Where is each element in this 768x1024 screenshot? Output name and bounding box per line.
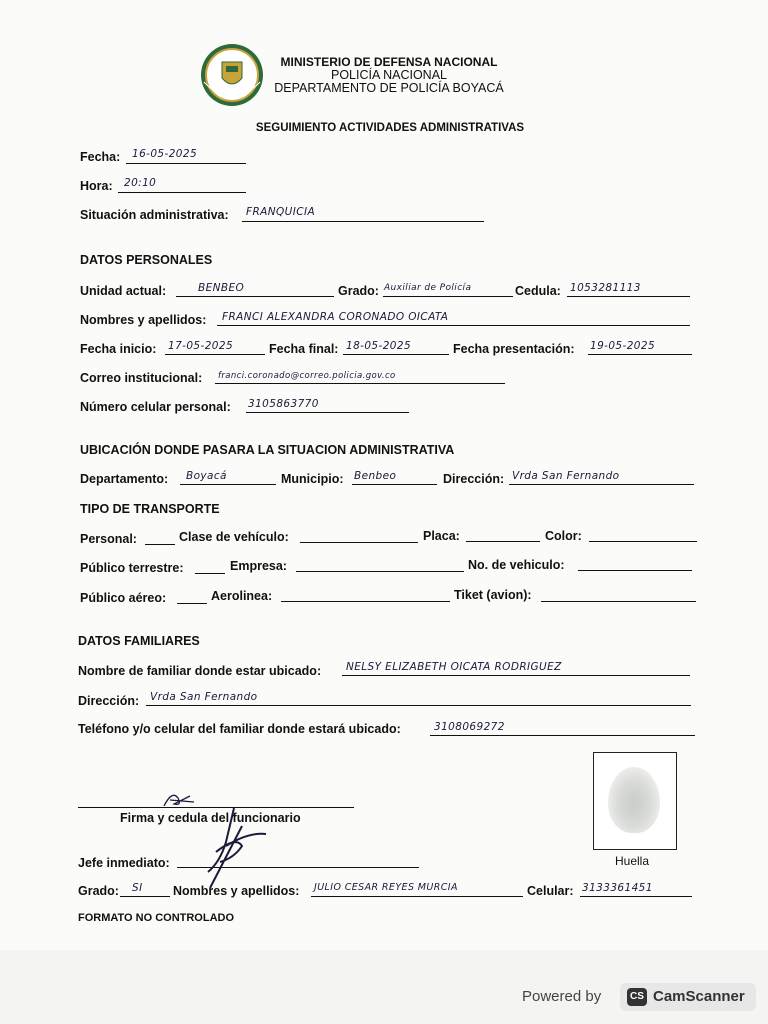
cedula-value: 1053281113	[570, 282, 641, 294]
direccion-line	[509, 484, 694, 485]
fecha-inicio-label: Fecha inicio:	[80, 342, 157, 356]
correo-value: franci.coronado@correo.policia.gov.co	[218, 371, 396, 381]
fecha-final-line	[343, 354, 449, 355]
publico-aereo-line	[177, 603, 207, 604]
unidad-value: BENBEO	[198, 282, 245, 294]
nombres-label: Nombres y apellidos:	[80, 313, 207, 327]
camscanner-logo-icon: CS	[627, 988, 647, 1006]
celular-value: 3105863770	[248, 398, 319, 410]
familiar-nombre-label: Nombre de familiar donde estar ubicado:	[78, 664, 322, 678]
transporte-heading: TIPO DE TRANSPORTE	[80, 502, 220, 516]
tiket-label: Tiket (avion):	[454, 588, 532, 602]
publico-terrestre-line	[195, 573, 225, 574]
celular-line	[246, 412, 409, 413]
color-label: Color:	[545, 529, 582, 543]
empresa-label: Empresa:	[230, 559, 287, 573]
camscanner-brand: CamScanner	[653, 988, 745, 1005]
familiar-direccion-label: Dirección:	[78, 694, 140, 708]
hora-value: 20:10	[124, 177, 157, 189]
familiar-direccion-value: Vrda San Fernando	[150, 691, 258, 703]
familiar-nombre-line	[342, 675, 690, 676]
jefe-nombres-value: JULIO CESAR REYES MURCIA	[314, 882, 458, 893]
aerolinea-label: Aerolinea:	[211, 589, 273, 603]
placa-label: Placa:	[423, 529, 460, 543]
direccion-label: Dirección:	[443, 472, 505, 486]
jefe-celular-line	[580, 896, 692, 897]
grado-line	[383, 296, 513, 297]
camscanner-badge	[620, 983, 756, 1011]
situacion-label: Situación administrativa:	[80, 208, 229, 222]
correo-label: Correo institucional:	[80, 371, 203, 385]
no-vehiculo-label: No. de vehiculo:	[468, 558, 565, 572]
publico-aereo-label: Público aéreo:	[80, 591, 167, 605]
header-line-2: POLICÍA NACIONAL	[330, 68, 447, 82]
header-line-1: MINISTERIO DE DEFENSA NACIONAL	[280, 55, 498, 69]
grado-firma-label: Grado:	[78, 884, 119, 898]
fecha-presentacion-value: 19-05-2025	[590, 340, 656, 352]
grado-value: Auxiliar de Policía	[384, 283, 472, 293]
familiar-direccion-line	[146, 705, 691, 706]
unidad-label: Unidad actual:	[80, 284, 167, 298]
familiar-telefono-line	[430, 735, 695, 736]
direccion-value: Vrda San Fernando	[512, 470, 620, 482]
formato-no-controlado: FORMATO NO CONTROLADO	[78, 912, 235, 924]
jefe-label: Jefe inmediato:	[78, 856, 170, 870]
grado-firma-line	[120, 896, 170, 897]
firma-funcionario-signature	[160, 788, 200, 812]
jefe-celular-value: 3133361451	[582, 882, 653, 894]
fecha-inicio-line	[165, 354, 265, 355]
familiar-nombre-value: NELSY ELIZABETH OICATA RODRIGUEZ	[346, 661, 562, 673]
cedula-label: Cedula:	[515, 284, 561, 298]
datos-personales-heading: DATOS PERSONALES	[80, 253, 213, 267]
no-vehiculo-line	[578, 570, 692, 571]
aerolinea-line	[281, 601, 450, 602]
jefe-signature	[196, 802, 276, 892]
municipio-label: Municipio:	[281, 472, 344, 486]
form-title: SEGUIMIENTO ACTIVIDADES ADMINISTRATIVAS	[255, 122, 525, 134]
fecha-inicio-value: 17-05-2025	[168, 340, 234, 352]
grado-firma-value: SI	[132, 882, 143, 894]
departamento-label: Departamento:	[80, 472, 169, 486]
color-line	[589, 541, 697, 542]
fecha-presentacion-label: Fecha presentación:	[453, 342, 575, 356]
powered-by-text: Powered by	[522, 988, 602, 1005]
fecha-final-value: 18-05-2025	[346, 340, 412, 352]
police-seal-logo	[196, 42, 268, 108]
unidad-line	[176, 296, 334, 297]
ubicacion-heading: UBICACIÓN DONDE PASARA LA SITUACION ADMINISTRATIVA	[80, 443, 455, 457]
fingerprint	[608, 767, 660, 833]
tiket-line	[541, 601, 696, 602]
clase-vehiculo-label: Clase de vehículo:	[179, 530, 289, 544]
cedula-line	[567, 296, 690, 297]
hora-label: Hora:	[80, 179, 113, 193]
header-line-3: DEPARTAMENTO DE POLICÍA BOYACÁ	[274, 81, 504, 95]
jefe-nombres-label: Nombres y apellidos:	[173, 884, 300, 898]
personal-line	[145, 544, 175, 545]
fecha-presentacion-line	[588, 354, 692, 355]
fecha-final-label: Fecha final:	[269, 342, 339, 356]
personal-label: Personal:	[80, 532, 137, 546]
fecha-label: Fecha:	[80, 150, 121, 164]
jefe-celular-label: Celular:	[527, 884, 574, 898]
firma-funcionario-label: Firma y cedula del funcionario	[120, 811, 301, 825]
situacion-value: FRANQUICIA	[246, 206, 316, 218]
situacion-line	[242, 221, 484, 222]
nombres-line	[217, 325, 690, 326]
correo-line	[215, 383, 505, 384]
placa-line	[466, 541, 540, 542]
huella-box	[593, 752, 677, 850]
hora-line	[118, 192, 246, 193]
huella-label: Huella	[615, 854, 650, 868]
familiar-telefono-label: Teléfono y/o celular del familiar donde estará ubicado:	[78, 722, 401, 736]
departamento-value: Boyacá	[186, 470, 227, 482]
fecha-line	[126, 163, 246, 164]
grado-label: Grado:	[338, 284, 379, 298]
familiar-telefono-value: 3108069272	[434, 721, 505, 733]
fecha-value: 16-05-2025	[132, 148, 198, 160]
departamento-line	[180, 484, 276, 485]
municipio-line	[352, 484, 437, 485]
clase-vehiculo-line	[300, 542, 418, 543]
publico-terrestre-label: Público terrestre:	[80, 561, 184, 575]
celular-label: Número celular personal:	[80, 400, 231, 414]
empresa-line	[296, 571, 464, 572]
jefe-nombres-line	[311, 896, 523, 897]
nombres-value: FRANCI ALEXANDRA CORONADO OICATA	[222, 311, 449, 323]
familiares-heading: DATOS FAMILIARES	[78, 634, 200, 648]
municipio-value: Benbeo	[354, 470, 397, 482]
